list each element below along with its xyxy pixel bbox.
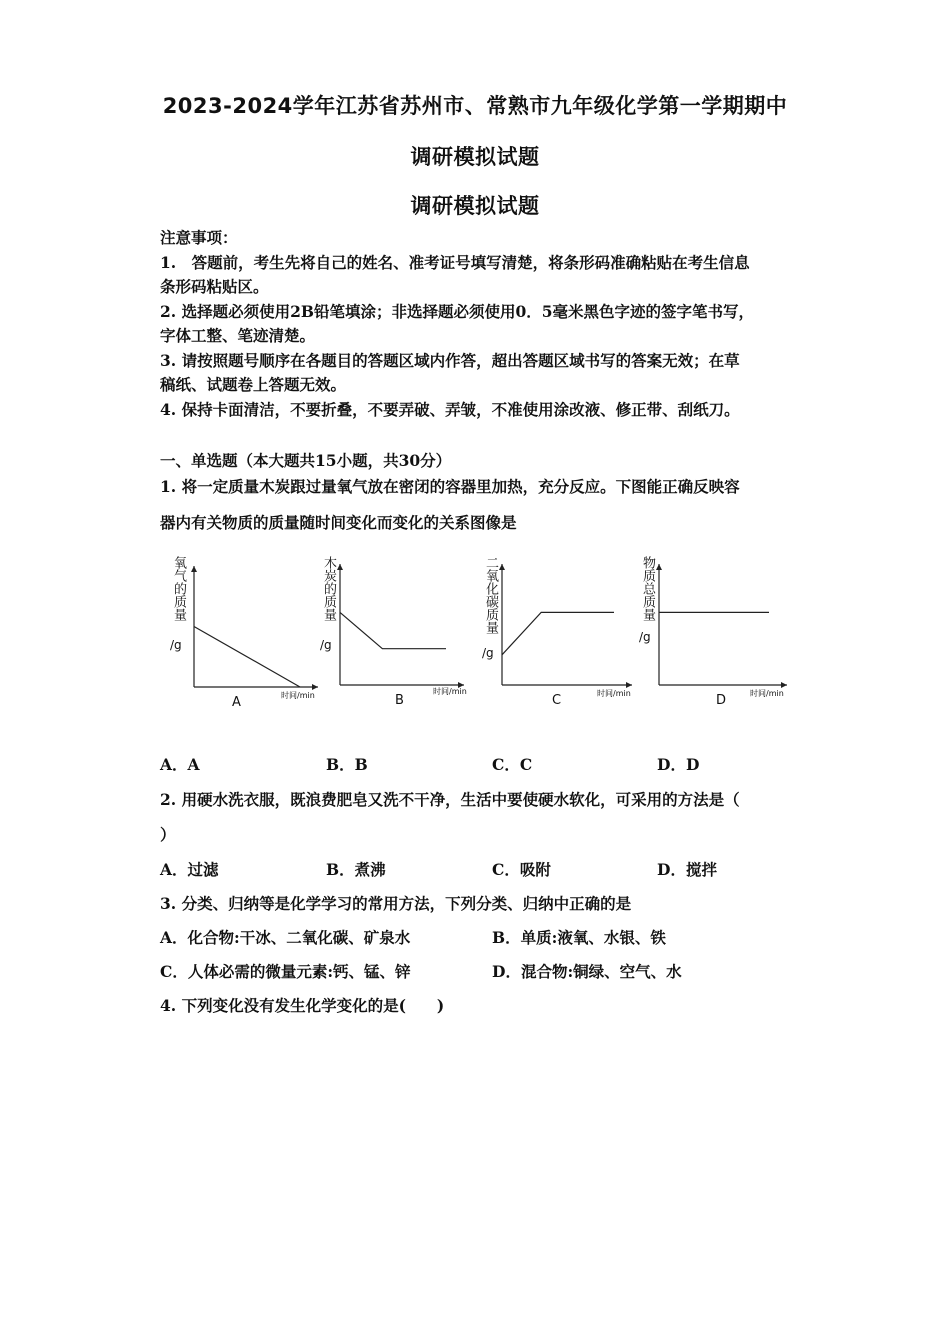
notice-line: 1. 答题前，考生先将自己的姓名、准考证号填写清楚，将条形码准确粘贴在考生信息	[160, 253, 750, 272]
y-axis-label: 二氧化碳质量	[483, 556, 498, 634]
q3-option-b[interactable]: B．单质:液氧、水银、铁	[492, 928, 666, 947]
q1-stem: 1. 将一定质量木炭跟过量氧气放在密闭的容器里加热，充分反应。下图能正确反映容	[160, 477, 740, 496]
exam-title-line2: 调研模拟试题	[410, 145, 540, 169]
chart-caption: D	[716, 693, 727, 708]
y-axis-unit: /g	[170, 638, 182, 652]
q3-stem: 3. 分类、归纳等是化学学习的常用方法，下列分类、归纳中正确的是	[160, 894, 632, 913]
x-axis-label: 时间/min	[750, 689, 784, 698]
q1-option-b[interactable]: B．B	[326, 755, 368, 774]
section-heading: 一、单选题（本大题共15小题，共30分）	[160, 451, 452, 470]
y-axis-label: 物质总质量	[640, 556, 655, 621]
notice-line: 字体工整、笔迹清楚。	[160, 326, 316, 345]
notice-line: 2. 选择题必须使用2B铅笔填涂；非选择题必须使用0．5毫米黑色字迹的签字笔书写，	[160, 302, 755, 321]
notice-line: 3. 请按照题号顺序在各题目的答题区域内作答，超出答题区域书写的答案无效；在草	[160, 351, 740, 370]
y-axis-unit: /g	[639, 630, 651, 644]
q1-option-a[interactable]: A．A	[160, 755, 200, 774]
chart-d	[637, 548, 797, 718]
q2-option-a[interactable]: A．过滤	[160, 860, 219, 879]
q3-option-c[interactable]: C．人体必需的微量元素:钙、锰、锌	[160, 962, 411, 981]
q1-stem: 器内有关物质的质量随时间变化而变化的关系图像是	[160, 513, 517, 532]
chart-c	[480, 548, 640, 718]
data-series-line	[340, 612, 446, 648]
q2-option-c[interactable]: C．吸附	[492, 860, 551, 879]
q2-option-b[interactable]: B．煮沸	[326, 860, 386, 879]
x-axis-label: 时间/min	[281, 691, 315, 700]
y-axis-unit: /g	[482, 646, 494, 660]
exam-title-line1: 2023-2024学年江苏省苏州市、常熟市九年级化学第一学期期中	[162, 94, 788, 118]
data-series-line	[194, 627, 300, 688]
y-axis-arrow	[191, 566, 197, 572]
y-axis-arrow	[499, 564, 505, 570]
q2-option-d[interactable]: D．搅拌	[657, 860, 717, 879]
chart-caption: A	[232, 695, 241, 710]
data-series-line	[502, 612, 614, 654]
x-axis-label: 时间/min	[433, 687, 467, 696]
notice-line: 条形码粘贴区。	[160, 277, 269, 296]
chart-b	[318, 548, 478, 718]
q3-option-d[interactable]: D．混合物:铜绿、空气、水	[492, 962, 682, 981]
q4-stem: 4. 下列变化没有发生化学变化的是( )	[160, 996, 445, 1015]
y-axis-unit: /g	[320, 638, 332, 652]
exam-title-line3: 调研模拟试题	[410, 194, 540, 218]
q1-option-d[interactable]: D．D	[657, 755, 700, 774]
y-axis-label: 木炭的质量	[321, 556, 336, 621]
y-axis-arrow	[656, 564, 662, 570]
chart-caption: B	[395, 693, 404, 708]
q3-option-a[interactable]: A．化合物:干冰、二氧化碳、矿泉水	[160, 928, 411, 947]
x-axis-label: 时间/min	[597, 689, 631, 698]
y-axis-label: 氧气的质量	[171, 556, 186, 621]
q2-stem: 2. 用硬水洗衣服，既浪费肥皂又洗不干净，生活中要使硬水软化，可采用的方法是（	[160, 790, 740, 809]
q2-stem: ）	[160, 825, 176, 844]
chart-a	[168, 548, 328, 718]
notice-heading: 注意事项：	[160, 228, 238, 247]
q1-option-c[interactable]: C．C	[492, 755, 533, 774]
y-axis-arrow	[337, 564, 343, 570]
notice-line: 4. 保持卡面清洁，不要折叠，不要弄破、弄皱，不准使用涂改液、修正带、刮纸刀。	[160, 400, 740, 419]
chart-caption: C	[552, 693, 562, 708]
notice-line: 稿纸、试题卷上答题无效。	[160, 375, 347, 394]
